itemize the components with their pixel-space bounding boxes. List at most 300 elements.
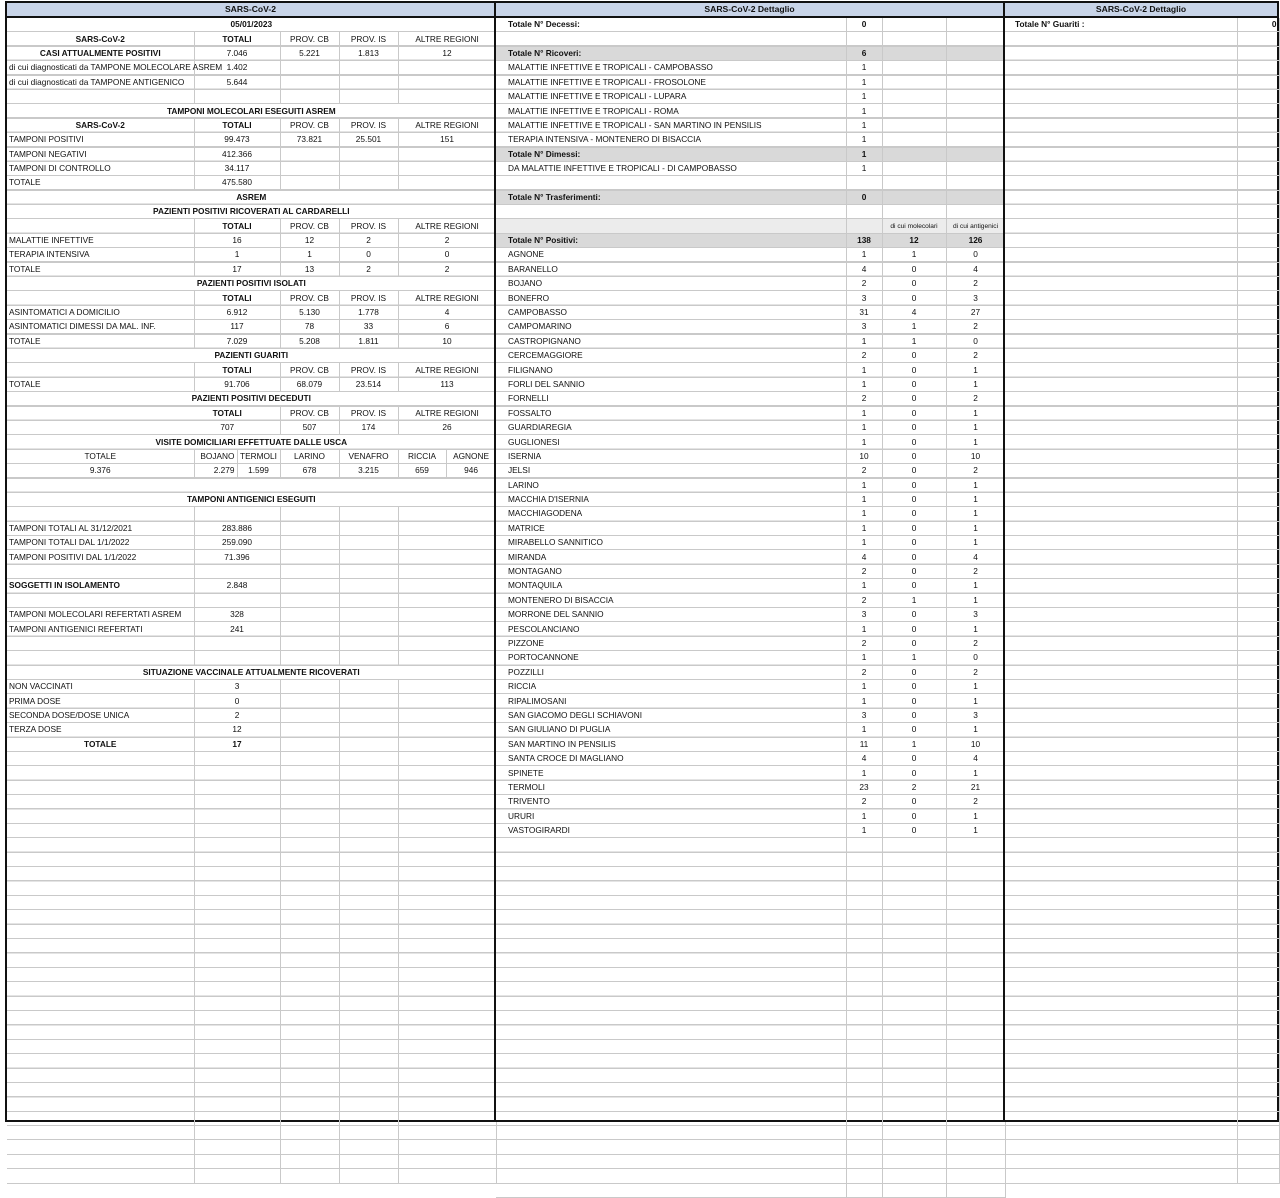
- empty-cell: [194, 780, 280, 794]
- empty-cell: [496, 1126, 846, 1140]
- comune-row: [496, 406, 1005, 420]
- empty-row: [496, 996, 1005, 1010]
- empty-row: [7, 881, 496, 895]
- empty-cell: [1005, 780, 1237, 794]
- ricoverati-title: PAZIENTI POSITIVI RICOVERATI AL CARDARELLI: [7, 205, 496, 219]
- cell-totali: 16: [194, 233, 280, 247]
- empty-cell: [280, 795, 339, 809]
- empty-cell: [946, 118, 1005, 132]
- guariti-title: PAZIENTI GUARITI: [7, 348, 496, 362]
- comuni-list: [496, 248, 1005, 838]
- empty-cell: [398, 996, 496, 1010]
- comune-molecolari: 0: [882, 564, 946, 578]
- empty-row: [496, 867, 1005, 881]
- empty-row: [1005, 536, 1279, 550]
- empty-cell: [1237, 435, 1279, 449]
- empty-row: [1005, 579, 1279, 593]
- empty-cell: [1237, 305, 1279, 319]
- empty-row: [1005, 420, 1279, 434]
- comune-antigenici: 1: [946, 536, 1005, 550]
- comune-name: MONTAQUILA: [496, 579, 846, 593]
- comune-row: [496, 492, 1005, 506]
- comune-molecolari: 0: [882, 694, 946, 708]
- empty-cell: [846, 881, 882, 895]
- empty-cell: [339, 809, 398, 823]
- empty-cell: [194, 1154, 280, 1168]
- cell-is: 0: [339, 248, 398, 262]
- empty-cell: [339, 823, 398, 837]
- col-header-totali: TOTALI: [194, 118, 280, 132]
- empty-cell: [1005, 579, 1237, 593]
- empty-cell: [280, 881, 339, 895]
- empty-cell: [398, 751, 496, 765]
- comune-name: POZZILLI: [496, 665, 846, 679]
- empty-cell: [882, 1183, 946, 1197]
- empty-cell: [7, 766, 194, 780]
- comune-name: GUGLIONESI: [496, 435, 846, 449]
- empty-cell: [846, 1154, 882, 1168]
- empty-cell: [1237, 420, 1279, 434]
- comune-row: [496, 305, 1005, 319]
- empty-row: [496, 939, 1005, 953]
- comune-total: 3: [846, 291, 882, 305]
- usca-value: 659: [398, 464, 446, 478]
- comune-total: 1: [846, 651, 882, 665]
- comune-molecolari: 0: [882, 679, 946, 693]
- comune-molecolari: 1: [882, 334, 946, 348]
- empty-cell: [882, 895, 946, 909]
- empty-cell: [194, 795, 280, 809]
- empty-cell: [1005, 464, 1237, 478]
- cell-altre: 6: [398, 320, 496, 334]
- empty-cell: [280, 1039, 339, 1053]
- comune-total: 3: [846, 608, 882, 622]
- usca-title: VISITE DOMICILIARI EFFETTUATE DALLE USCA: [7, 435, 496, 449]
- comune-antigenici: 0: [946, 248, 1005, 262]
- ricovero-label: MALATTIE INFETTIVE E TROPICALI - CAMPOBASSO: [496, 61, 846, 75]
- empty-row: [1005, 1025, 1279, 1039]
- empty-cell: [846, 996, 882, 1010]
- comune-molecolari: 0: [882, 550, 946, 564]
- empty-cell: [946, 982, 1005, 996]
- empty-row: [1005, 320, 1279, 334]
- comune-row: [496, 708, 1005, 722]
- cell-totali: 99.473: [194, 133, 280, 147]
- table-row-label: TAMPONI POSITIVI DAL 1/1/2022: [7, 550, 194, 564]
- empty-row: [1005, 507, 1279, 521]
- empty-cell: [846, 967, 882, 981]
- comune-molecolari: 1: [882, 320, 946, 334]
- col-header-is: PROV. IS: [339, 406, 398, 420]
- comune-antigenici: 1: [946, 766, 1005, 780]
- cell-totali: 117: [194, 320, 280, 334]
- empty-cell: [1237, 550, 1279, 564]
- empty-cell: [1237, 277, 1279, 291]
- empty-cell: [1005, 953, 1237, 967]
- empty-cell: [1005, 492, 1237, 506]
- empty-cell: [1237, 406, 1279, 420]
- comune-antigenici: 1: [946, 622, 1005, 636]
- empty-row: [1005, 651, 1279, 665]
- empty-cell: [1005, 348, 1237, 362]
- empty-cell: [194, 953, 280, 967]
- comune-total: 1: [846, 809, 882, 823]
- empty-cell: [1237, 46, 1279, 60]
- comune-molecolari: 0: [882, 766, 946, 780]
- empty-cell: [496, 1097, 846, 1111]
- right-panel: [1003, 1, 1279, 1122]
- empty-cell: [1237, 708, 1279, 722]
- comune-name: FILIGNANO: [496, 363, 846, 377]
- empty-cell: [1237, 723, 1279, 737]
- empty-cell: [1005, 1169, 1237, 1183]
- empty-cell: [882, 1154, 946, 1168]
- empty-cell: [339, 1068, 398, 1082]
- empty-cell: [398, 953, 496, 967]
- right-panel-header: SARS-CoV-2 Dettaglio: [1005, 3, 1277, 18]
- empty-cell: [280, 838, 339, 852]
- empty-row: [1005, 392, 1279, 406]
- cell-value: 259.090: [194, 536, 280, 550]
- empty-cell: [1005, 435, 1237, 449]
- empty-cell: [882, 1039, 946, 1053]
- empty-row: [1005, 1154, 1279, 1168]
- empty-row: [1005, 161, 1279, 175]
- comune-row: [496, 262, 1005, 276]
- comune-name: RIPALIMOSANI: [496, 694, 846, 708]
- empty-cell: [339, 953, 398, 967]
- comune-total: 1: [846, 521, 882, 535]
- table-row-label: NON VACCINATI: [7, 679, 194, 693]
- empty-cell: [846, 838, 882, 852]
- empty-cell: [882, 953, 946, 967]
- empty-cell: [846, 1054, 882, 1068]
- empty-row: [7, 1010, 496, 1024]
- comune-molecolari: 0: [882, 449, 946, 463]
- empty-cell: [1005, 277, 1237, 291]
- comune-name: SAN GIULIANO DI PUGLIA: [496, 723, 846, 737]
- empty-row: [1005, 190, 1279, 204]
- empty-cell: [1005, 1097, 1237, 1111]
- comune-molecolari: 0: [882, 262, 946, 276]
- empty-cell: [1005, 334, 1237, 348]
- empty-cell: [398, 1169, 496, 1183]
- comune-name: MONTAGANO: [496, 564, 846, 578]
- diag-molecolare-value: 1.402: [194, 61, 280, 75]
- empty-row: [1005, 1111, 1279, 1125]
- empty-cell: [1237, 478, 1279, 492]
- empty-cell: [946, 939, 1005, 953]
- empty-cell: [1237, 1010, 1279, 1024]
- empty-cell: [1005, 895, 1237, 909]
- empty-cell: [1005, 291, 1237, 305]
- cell-is: 2: [339, 262, 398, 276]
- comune-molecolari: 0: [882, 435, 946, 449]
- empty-row: [496, 838, 1005, 852]
- comune-antigenici: 1: [946, 507, 1005, 521]
- empty-cell: [398, 895, 496, 909]
- empty-cell: [7, 1169, 194, 1183]
- empty-cell: [1005, 89, 1237, 103]
- empty-cell: [946, 1054, 1005, 1068]
- empty-cell: [882, 104, 946, 118]
- empty-cell: [1237, 953, 1279, 967]
- empty-row: [7, 1111, 496, 1125]
- empty-cell: [1005, 478, 1237, 492]
- comune-name: LARINO: [496, 478, 846, 492]
- cell-value: 2: [194, 708, 280, 722]
- decessi-value: 0: [846, 18, 882, 32]
- header-antigenici: di cui antigenici: [946, 219, 1005, 233]
- empty-cell: [882, 1140, 946, 1154]
- empty-cell: [398, 838, 496, 852]
- comune-row: [496, 536, 1005, 550]
- comune-name: BONEFRO: [496, 291, 846, 305]
- ricovero-label: MALATTIE INFETTIVE E TROPICALI - SAN MARTINO IN PENSILIS: [496, 118, 846, 132]
- comune-name: MIRANDA: [496, 550, 846, 564]
- cell-cb: 13: [280, 262, 339, 276]
- empty-cell: [194, 924, 280, 938]
- table-row-label: TAMPONI POSITIVI: [7, 133, 194, 147]
- empty-row: [7, 766, 496, 780]
- empty-row: [496, 1111, 1005, 1125]
- empty-cell: [280, 823, 339, 837]
- col-header-is: PROV. IS: [339, 32, 398, 46]
- empty-cell: [1005, 133, 1237, 147]
- comune-total: 4: [846, 550, 882, 564]
- comune-total: 11: [846, 737, 882, 751]
- empty-cell: [1005, 665, 1237, 679]
- comune-total: 1: [846, 679, 882, 693]
- comune-molecolari: 0: [882, 291, 946, 305]
- empty-cell: [1237, 262, 1279, 276]
- empty-cell: [946, 1097, 1005, 1111]
- empty-cell: [7, 982, 194, 996]
- comune-total: 1: [846, 579, 882, 593]
- empty-cell: [946, 996, 1005, 1010]
- table-row-label: SECONDA DOSE/DOSE UNICA: [7, 708, 194, 722]
- comune-antigenici: 4: [946, 262, 1005, 276]
- empty-cell: [946, 161, 1005, 175]
- empty-cell: [280, 982, 339, 996]
- empty-cell: [194, 751, 280, 765]
- middle-table: [496, 18, 1006, 1198]
- empty-row: [1005, 104, 1279, 118]
- empty-row: [1005, 147, 1279, 161]
- comune-total: 1: [846, 507, 882, 521]
- empty-row: [1005, 478, 1279, 492]
- empty-cell: [339, 838, 398, 852]
- col-header-is: PROV. IS: [339, 363, 398, 377]
- comune-row: [496, 478, 1005, 492]
- cell-totali: 34.117: [194, 161, 280, 175]
- empty-cell: [1237, 1068, 1279, 1082]
- comune-row: [496, 464, 1005, 478]
- empty-cell: [1237, 205, 1279, 219]
- empty-row: [1005, 89, 1279, 103]
- empty-row: [1005, 867, 1279, 881]
- empty-cell: [7, 838, 194, 852]
- empty-cell: [882, 939, 946, 953]
- comune-total: 1: [846, 492, 882, 506]
- middle-panel-header: SARS-CoV-2 Dettaglio: [496, 3, 1003, 18]
- empty-cell: [1005, 118, 1237, 132]
- asrem-label: ASREM: [7, 190, 496, 204]
- empty-cell: [1005, 420, 1237, 434]
- empty-cell: [1005, 205, 1237, 219]
- empty-cell: [1237, 665, 1279, 679]
- empty-cell: [1237, 1025, 1279, 1039]
- empty-cell: [339, 996, 398, 1010]
- comune-antigenici: 1: [946, 492, 1005, 506]
- empty-cell: [280, 1154, 339, 1168]
- usca-header: TOTALE: [7, 449, 194, 463]
- empty-cell: [1005, 809, 1237, 823]
- empty-row: [1005, 910, 1279, 924]
- empty-cell: [194, 1068, 280, 1082]
- comune-molecolari: 0: [882, 377, 946, 391]
- empty-cell: [946, 852, 1005, 866]
- empty-cell: [1237, 622, 1279, 636]
- empty-cell: [946, 910, 1005, 924]
- empty-cell: [280, 751, 339, 765]
- empty-cell: [946, 881, 1005, 895]
- empty-cell: [882, 1169, 946, 1183]
- table-row-label: TAMPONI MOLECOLARI REFERTATI ASREM: [7, 608, 194, 622]
- guariti-total-label: Totale N° Guariti :: [1005, 18, 1237, 32]
- empty-cell: [339, 982, 398, 996]
- empty-cell: [882, 910, 946, 924]
- empty-cell: [1237, 608, 1279, 622]
- empty-row: [7, 751, 496, 765]
- empty-row: [1005, 982, 1279, 996]
- comune-molecolari: 0: [882, 708, 946, 722]
- col-header-cb: PROV. CB: [280, 291, 339, 305]
- empty-cell: [882, 1126, 946, 1140]
- dimesso-row: [496, 161, 1005, 175]
- empty-cell: [398, 967, 496, 981]
- comune-total: 1: [846, 420, 882, 434]
- col-header-altre: ALTRE REGIONI: [398, 32, 496, 46]
- empty-cell: [496, 939, 846, 953]
- empty-cell: [1237, 823, 1279, 837]
- comune-name: BOJANO: [496, 277, 846, 291]
- empty-cell: [1005, 75, 1237, 89]
- comune-total: 2: [846, 392, 882, 406]
- empty-cell: [882, 75, 946, 89]
- cell-totali: 91.706: [194, 377, 280, 391]
- usca-value: 3.215: [339, 464, 398, 478]
- empty-cell: [846, 1010, 882, 1024]
- empty-cell: [1005, 679, 1237, 693]
- empty-cell: [846, 1183, 882, 1197]
- comune-name: SAN GIACOMO DEGLI SCHIAVONI: [496, 708, 846, 722]
- comune-antigenici: 10: [946, 449, 1005, 463]
- empty-cell: [1237, 895, 1279, 909]
- empty-cell: [846, 939, 882, 953]
- empty-cell: [1237, 377, 1279, 391]
- comune-total: 1: [846, 406, 882, 420]
- empty-cell: [1005, 305, 1237, 319]
- usca-value: 946: [446, 464, 496, 478]
- empty-cell: [339, 1039, 398, 1053]
- right-table: [1005, 18, 1280, 1184]
- empty-row: [1005, 262, 1279, 276]
- col-header-altre: ALTRE REGIONI: [398, 363, 496, 377]
- table-row-label: ASINTOMATICI DIMESSI DA MAL. INF.: [7, 320, 194, 334]
- empty-row: [7, 1054, 496, 1068]
- empty-row: [7, 967, 496, 981]
- empty-cell: [280, 867, 339, 881]
- guariti-total-value: 0: [1237, 18, 1279, 32]
- empty-cell: [882, 852, 946, 866]
- empty-row: [1005, 492, 1279, 506]
- empty-row: [1005, 334, 1279, 348]
- cell-is: 1.811: [339, 334, 398, 348]
- comune-molecolari: 0: [882, 277, 946, 291]
- empty-cell: [280, 1111, 339, 1125]
- empty-cell: [496, 895, 846, 909]
- empty-cell: [194, 1169, 280, 1183]
- empty-cell: [1237, 219, 1279, 233]
- empty-cell: [1237, 982, 1279, 996]
- empty-row: [7, 996, 496, 1010]
- comune-name: FORLI DEL SANNIO: [496, 377, 846, 391]
- comune-molecolari: 0: [882, 723, 946, 737]
- empty-row: [1005, 1169, 1279, 1183]
- empty-row: [496, 1082, 1005, 1096]
- comune-molecolari: 0: [882, 809, 946, 823]
- col-header-totali: TOTALI: [7, 406, 280, 420]
- ricovero-label: TERAPIA INTENSIVA - MONTENERO DI BISACCIA: [496, 133, 846, 147]
- empty-cell: [7, 1039, 194, 1053]
- cell-altre: 2: [398, 233, 496, 247]
- tamponi-mol-sub: SARS-CoV-2: [7, 118, 194, 132]
- empty-row: [1005, 766, 1279, 780]
- empty-cell: [339, 881, 398, 895]
- empty-row: [1005, 377, 1279, 391]
- comune-total: 1: [846, 694, 882, 708]
- empty-cell: [7, 996, 194, 1010]
- empty-row: [7, 780, 496, 794]
- comune-antigenici: 2: [946, 464, 1005, 478]
- empty-cell: [1005, 1154, 1237, 1168]
- comune-row: [496, 550, 1005, 564]
- empty-cell: [1005, 766, 1237, 780]
- empty-cell: [882, 1068, 946, 1082]
- left-panel-header: SARS-CoV-2: [7, 3, 494, 18]
- table-row-label: PRIMA DOSE: [7, 694, 194, 708]
- empty-cell: [1237, 118, 1279, 132]
- empty-cell: [339, 766, 398, 780]
- ricovero-row: [496, 104, 1005, 118]
- usca-value: 1.599: [237, 464, 280, 478]
- empty-row: [496, 1010, 1005, 1024]
- isolamento-value: 2.848: [194, 579, 280, 593]
- empty-cell: [339, 1111, 398, 1125]
- empty-cell: [7, 1082, 194, 1096]
- empty-row: [496, 1054, 1005, 1068]
- empty-cell: [1005, 622, 1237, 636]
- empty-cell: [194, 823, 280, 837]
- empty-cell: [846, 924, 882, 938]
- empty-row: [7, 1025, 496, 1039]
- empty-cell: [398, 1054, 496, 1068]
- empty-cell: [398, 1039, 496, 1053]
- empty-cell: [7, 881, 194, 895]
- empty-cell: [1237, 910, 1279, 924]
- comune-total: 2: [846, 593, 882, 607]
